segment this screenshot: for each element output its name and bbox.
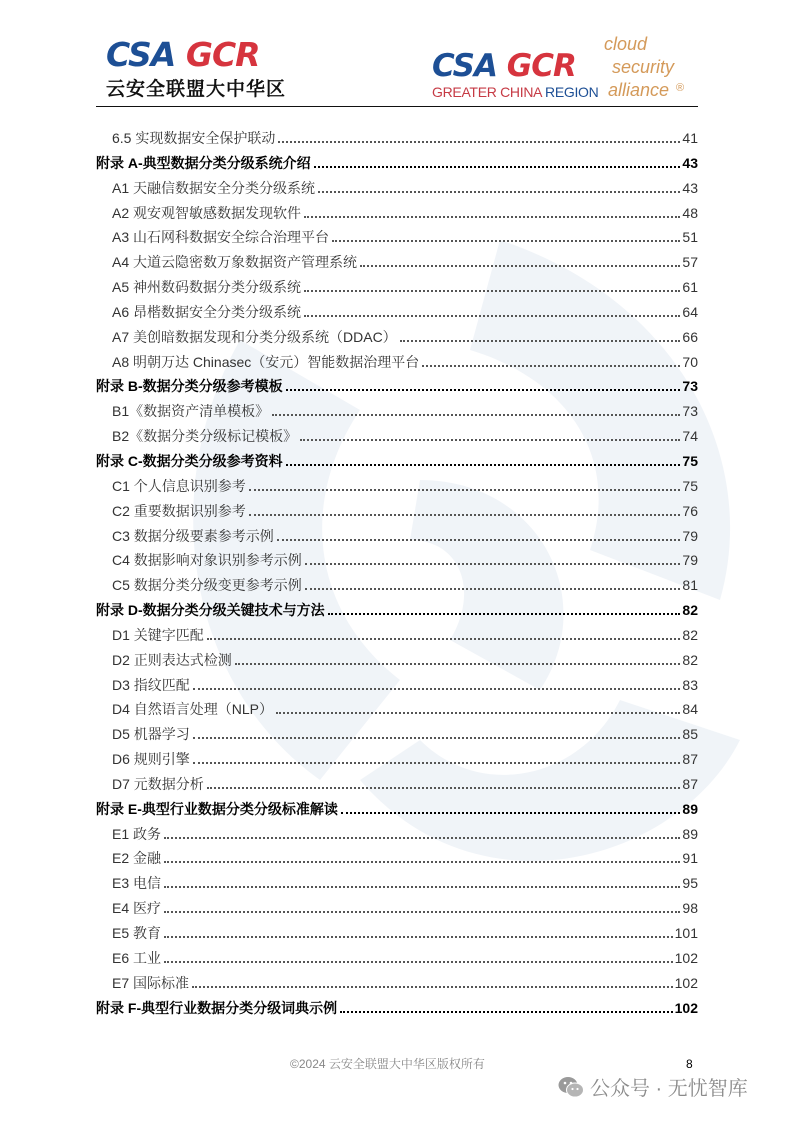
toc-appendix-heading[interactable] [96,451,698,476]
toc-entry[interactable] [96,203,698,228]
toc-entry-page: 70 [682,353,698,370]
toc-entry-title: A5 神州数码数据分类分级系统 [112,279,302,296]
toc-entry-page: 83 [682,676,698,693]
toc-entry-title: 附录 D-数据分类分级关键技术与方法 [96,602,325,619]
page-header [96,0,698,107]
dot-leader [164,861,680,863]
toc-entry-title: E3 电信 [112,875,162,892]
toc-entry[interactable] [96,401,698,426]
toc-entry-title: A2 观安观智敏感数据发现软件 [112,204,302,221]
toc-entry-title: D3 指纹匹配 [112,676,190,693]
dot-leader [164,911,680,913]
toc-entry[interactable] [96,128,698,153]
toc-entry-page: 41 [682,130,698,146]
toc-entry-page: 98 [682,900,698,917]
csa-gcr-logo-left [106,35,287,101]
toc-appendix-heading[interactable] [96,153,698,178]
toc-entry[interactable] [96,724,698,749]
toc-entry-title: 附录 E-典型行业数据分类分级标准解读 [96,800,338,817]
toc-entry[interactable] [96,848,698,873]
toc-entry-page: 48 [682,204,698,221]
dot-leader [304,290,680,292]
dot-leader [286,389,681,391]
registered-icon: ® [676,82,685,94]
toc-entry-title: 附录 C-数据分类分级参考资料 [96,452,283,469]
toc-entry-page: 87 [682,775,698,792]
toc-entry-title: E7 国际标准 [112,974,190,991]
toc-entry-page: 91 [682,850,698,867]
toc-entry-title: D2 正则表达式检测 [112,651,232,668]
toc-entry-title: D5 机器学习 [112,726,190,743]
toc-entry-page: 89 [682,800,698,817]
toc-entry-page: 95 [682,875,698,892]
toc-entry-title: C4 数据影响对象识别参考示例 [112,552,302,569]
toc-entry[interactable] [96,352,698,377]
toc-entry-page: 82 [682,602,698,619]
dot-leader [249,489,681,491]
toc-entry-page: 102 [674,999,698,1016]
dot-leader [192,986,673,988]
toc-entry-page: 82 [682,626,698,643]
toc-entry-title: C2 重要数据识别参考 [112,502,246,519]
dot-leader [332,240,680,242]
toc-entry-page: 64 [682,303,698,320]
toc-entry-title: E4 医疗 [112,900,162,917]
toc-entry-title: D4 自然语言处理（NLP） [112,701,274,718]
dot-leader [278,141,680,143]
dot-leader [164,886,680,888]
dot-leader [340,1011,673,1013]
logo-greater-china-region: GREATER CHINA REGION [432,84,599,100]
toc-appendix-heading[interactable] [96,799,698,824]
toc-entry-page: 75 [682,477,698,494]
logo-alliance-text: alliance [608,80,670,100]
dot-leader [305,588,681,590]
wechat-label: 公众号 · 无忧智库 [590,1078,748,1100]
toc-entry-page: 66 [682,328,698,345]
dot-leader [272,414,680,416]
toc-entry[interactable] [96,302,698,327]
toc-entry-page: 43 [682,179,698,196]
dot-leader [400,340,681,342]
toc-entry[interactable] [96,923,698,948]
dot-leader [300,439,680,441]
dot-leader [360,265,680,267]
dot-leader [305,563,681,565]
toc-entry-title: C3 数据分级要素参考示例 [112,527,274,544]
toc-entry-title: C5 数据分类分级变更参考示例 [112,577,302,594]
toc-entry-title: 附录 F-典型行业数据分类分级词典示例 [96,999,338,1016]
toc-entry-page: 79 [682,552,698,569]
toc-entry-page: 101 [674,925,698,941]
toc-entry-title: E6 工业 [112,949,162,966]
toc-appendix-heading[interactable] [96,376,698,401]
logo-subtitle: 云安全联盟大中华区 [106,78,287,100]
toc-entry-title: D7 元数据分析 [112,775,204,792]
toc-entry-title: D1 关键字匹配 [112,626,204,643]
toc-entry-page: 102 [674,949,698,966]
toc-entry-title: C1 个人信息识别参考 [112,477,246,494]
toc-entry-page: 84 [682,701,698,718]
toc-entry-title: E2 金融 [112,850,162,867]
dot-leader [207,638,681,640]
toc-entry-page: 51 [682,229,698,246]
dot-leader [277,539,681,541]
toc-entry[interactable] [96,426,698,451]
toc-entry-page: 73 [682,378,698,395]
toc-entry-page: 73 [682,403,698,420]
logo-security-text: security [612,57,675,77]
toc-entry-title: A1 天融信数据安全分类分级系统 [112,179,316,196]
toc-entry[interactable] [96,252,698,277]
toc-entry-page: 81 [682,577,698,594]
dot-leader [164,936,673,938]
page-number: 8 [686,1057,693,1071]
dot-leader [318,191,680,193]
table-of-contents [96,128,698,1022]
logo-gcr-text: GCR [506,48,576,84]
toc-entry-page: 102 [674,974,698,991]
toc-entry-page: 74 [682,428,698,445]
toc-entry[interactable] [96,178,698,203]
footer-copyright: ©2024 云安全联盟大中华区版权所有 [290,1057,485,1071]
dot-leader [341,812,681,814]
toc-entry[interactable] [96,824,698,849]
wechat-icon [558,1076,584,1098]
toc-appendix-heading[interactable] [96,600,698,625]
toc-entry[interactable] [96,675,698,700]
dot-leader [286,464,681,466]
toc-entry-page: 57 [682,254,698,271]
toc-entry[interactable] [96,501,698,526]
toc-entry[interactable] [96,774,698,799]
toc-entry[interactable] [96,973,698,998]
toc-entry-title: E1 政务 [112,825,162,842]
toc-entry-page: 75 [682,452,698,469]
toc-entry[interactable] [96,699,698,724]
toc-entry[interactable] [96,625,698,650]
toc-entry[interactable] [96,327,698,352]
toc-entry[interactable] [96,526,698,551]
toc-entry-title: A3 山石网科数据安全综合治理平台 [112,229,330,246]
toc-entry-page: 85 [682,726,698,743]
toc-entry[interactable] [96,898,698,923]
dot-leader [314,166,681,168]
csa-gcr-logo-right [432,36,698,102]
toc-entry-title: 附录 B-数据分类分级参考模板 [96,378,283,395]
dot-leader [328,613,681,615]
toc-entry-page: 87 [682,751,698,768]
dot-leader [164,961,673,963]
dot-leader [276,712,680,714]
toc-entry-title: D6 规则引擎 [112,751,190,768]
toc-entry-title: B1《数据资产清单模板》 [112,403,270,420]
toc-entry-page: 43 [682,154,698,171]
toc-entry[interactable] [96,873,698,898]
toc-entry-page: 82 [682,651,698,668]
dot-leader [422,365,680,367]
toc-entry-page: 76 [682,502,698,519]
wechat-watermark [558,1072,748,1101]
toc-entry-title: B2《数据分类分级标记模板》 [112,428,298,445]
toc-appendix-heading[interactable] [96,998,698,1023]
toc-entry-title: A7 美创暗数据发现和分类分级系统（DDAC） [112,328,397,345]
dot-leader [235,663,681,665]
toc-entry[interactable] [96,575,698,600]
toc-entry-page: 79 [682,527,698,544]
toc-entry[interactable] [96,550,698,575]
toc-entry[interactable] [96,227,698,252]
toc-entry[interactable] [96,476,698,501]
dot-leader [304,216,680,218]
dot-leader [164,837,680,839]
toc-entry[interactable] [96,650,698,675]
toc-entry-title: A6 昂楷数据安全分类分级系统 [112,303,302,320]
logo-csa-text: CSA [106,35,176,74]
toc-entry-title: A4 大道云隐密数万象数据资产管理系统 [112,254,358,271]
dot-leader [207,787,681,789]
toc-entry[interactable] [96,277,698,302]
dot-leader [193,688,681,690]
toc-entry-title: 附录 A-典型数据分类分级系统介绍 [96,154,311,171]
toc-entry-page: 89 [682,825,698,842]
dot-leader [193,762,681,764]
logo-gcr-text: GCR [185,35,260,74]
toc-entry[interactable] [96,749,698,774]
dot-leader [193,737,681,739]
toc-entry-title: A8 明朝万达 Chinasec（安元）智能数据治理平台 [112,353,420,370]
toc-entry-page: 61 [682,279,698,296]
logo-cloud-text: cloud [604,34,648,54]
dot-leader [249,514,681,516]
toc-entry-title: E5 教育 [112,925,162,941]
logo-csa-text: CSA [432,48,497,84]
toc-entry-title: 6.5 实现数据安全保护联动 [112,130,276,146]
dot-leader [304,315,680,317]
toc-entry[interactable] [96,948,698,973]
